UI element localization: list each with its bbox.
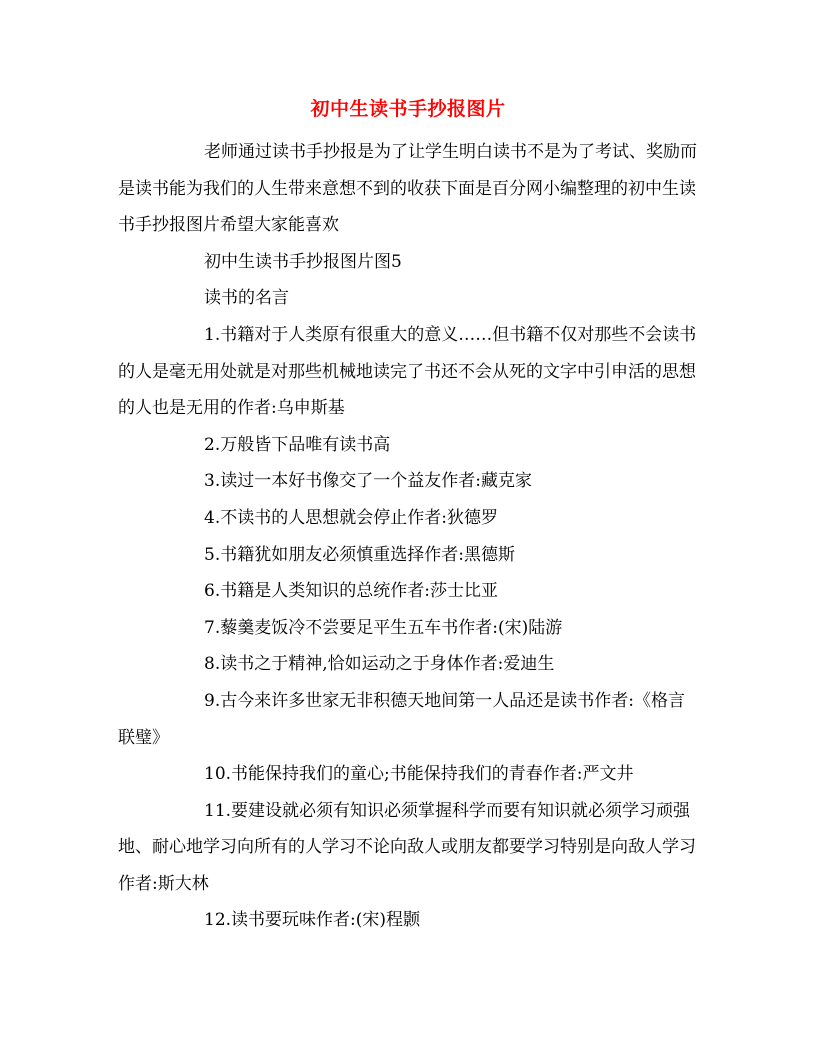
image-caption: 初中生读书手抄报图片图5 (204, 251, 402, 272)
intro-paragraph: 老师通过读书手抄报是为了让学生明白读书不是为了考试、奖励而是读书能为我们的人生带来意想不到的收获下面是百分网小编整理的初中生读书手抄报图片希望大家能喜欢 (118, 142, 697, 236)
page-title: 初中生读书手抄报图片 (310, 98, 506, 120)
quote-item: 5.书籍犹如朋友必须慎重选择作者:黑德斯 (204, 544, 515, 565)
quote-item: 3.读过一本好书像交了一个益友作者:藏克家 (204, 471, 532, 492)
quote-item: 8.读书之于精神,恰如运动之于身体作者:爱迪生 (204, 654, 555, 675)
quote-item: 11.要建设就必须有知识必须掌握科学而要有知识就必须学习顽强地、耐心地学习向所有的人学习不论向敌人或朋友都要学习特别是向敌人学习作者:斯大林 (118, 800, 696, 894)
quote-item: 9.古今来许多世家无非积德天地间第一人品还是读书作者:《格言联璧》 (118, 690, 685, 748)
quote-item: 6.书籍是人类知识的总统作者:莎士比亚 (204, 581, 498, 602)
quote-item: 2.万般皆下品唯有读书高 (204, 434, 391, 455)
quote-item: 12.读书要玩味作者:(宋)程颢 (204, 910, 421, 931)
quote-item: 4.不读书的人思想就会停止作者:狄德罗 (204, 507, 498, 528)
document-body (118, 134, 698, 939)
section-heading: 读书的名言 (204, 288, 289, 309)
quote-item: 10.书能保持我们的童心;书能保持我们的青春作者:严文井 (204, 764, 634, 785)
quote-item: 7.藜羹麦饭冷不尝要足平生五车书作者:(宋)陆游 (204, 617, 563, 638)
quote-item: 1.书籍对于人类原有很重大的意义……但书籍不仅对那些不会读书的人是毫无用处就是对那些机械地读完了书还不会从死的文字中引申活的思想的人也是无用的作者:乌申斯基 (118, 324, 697, 419)
